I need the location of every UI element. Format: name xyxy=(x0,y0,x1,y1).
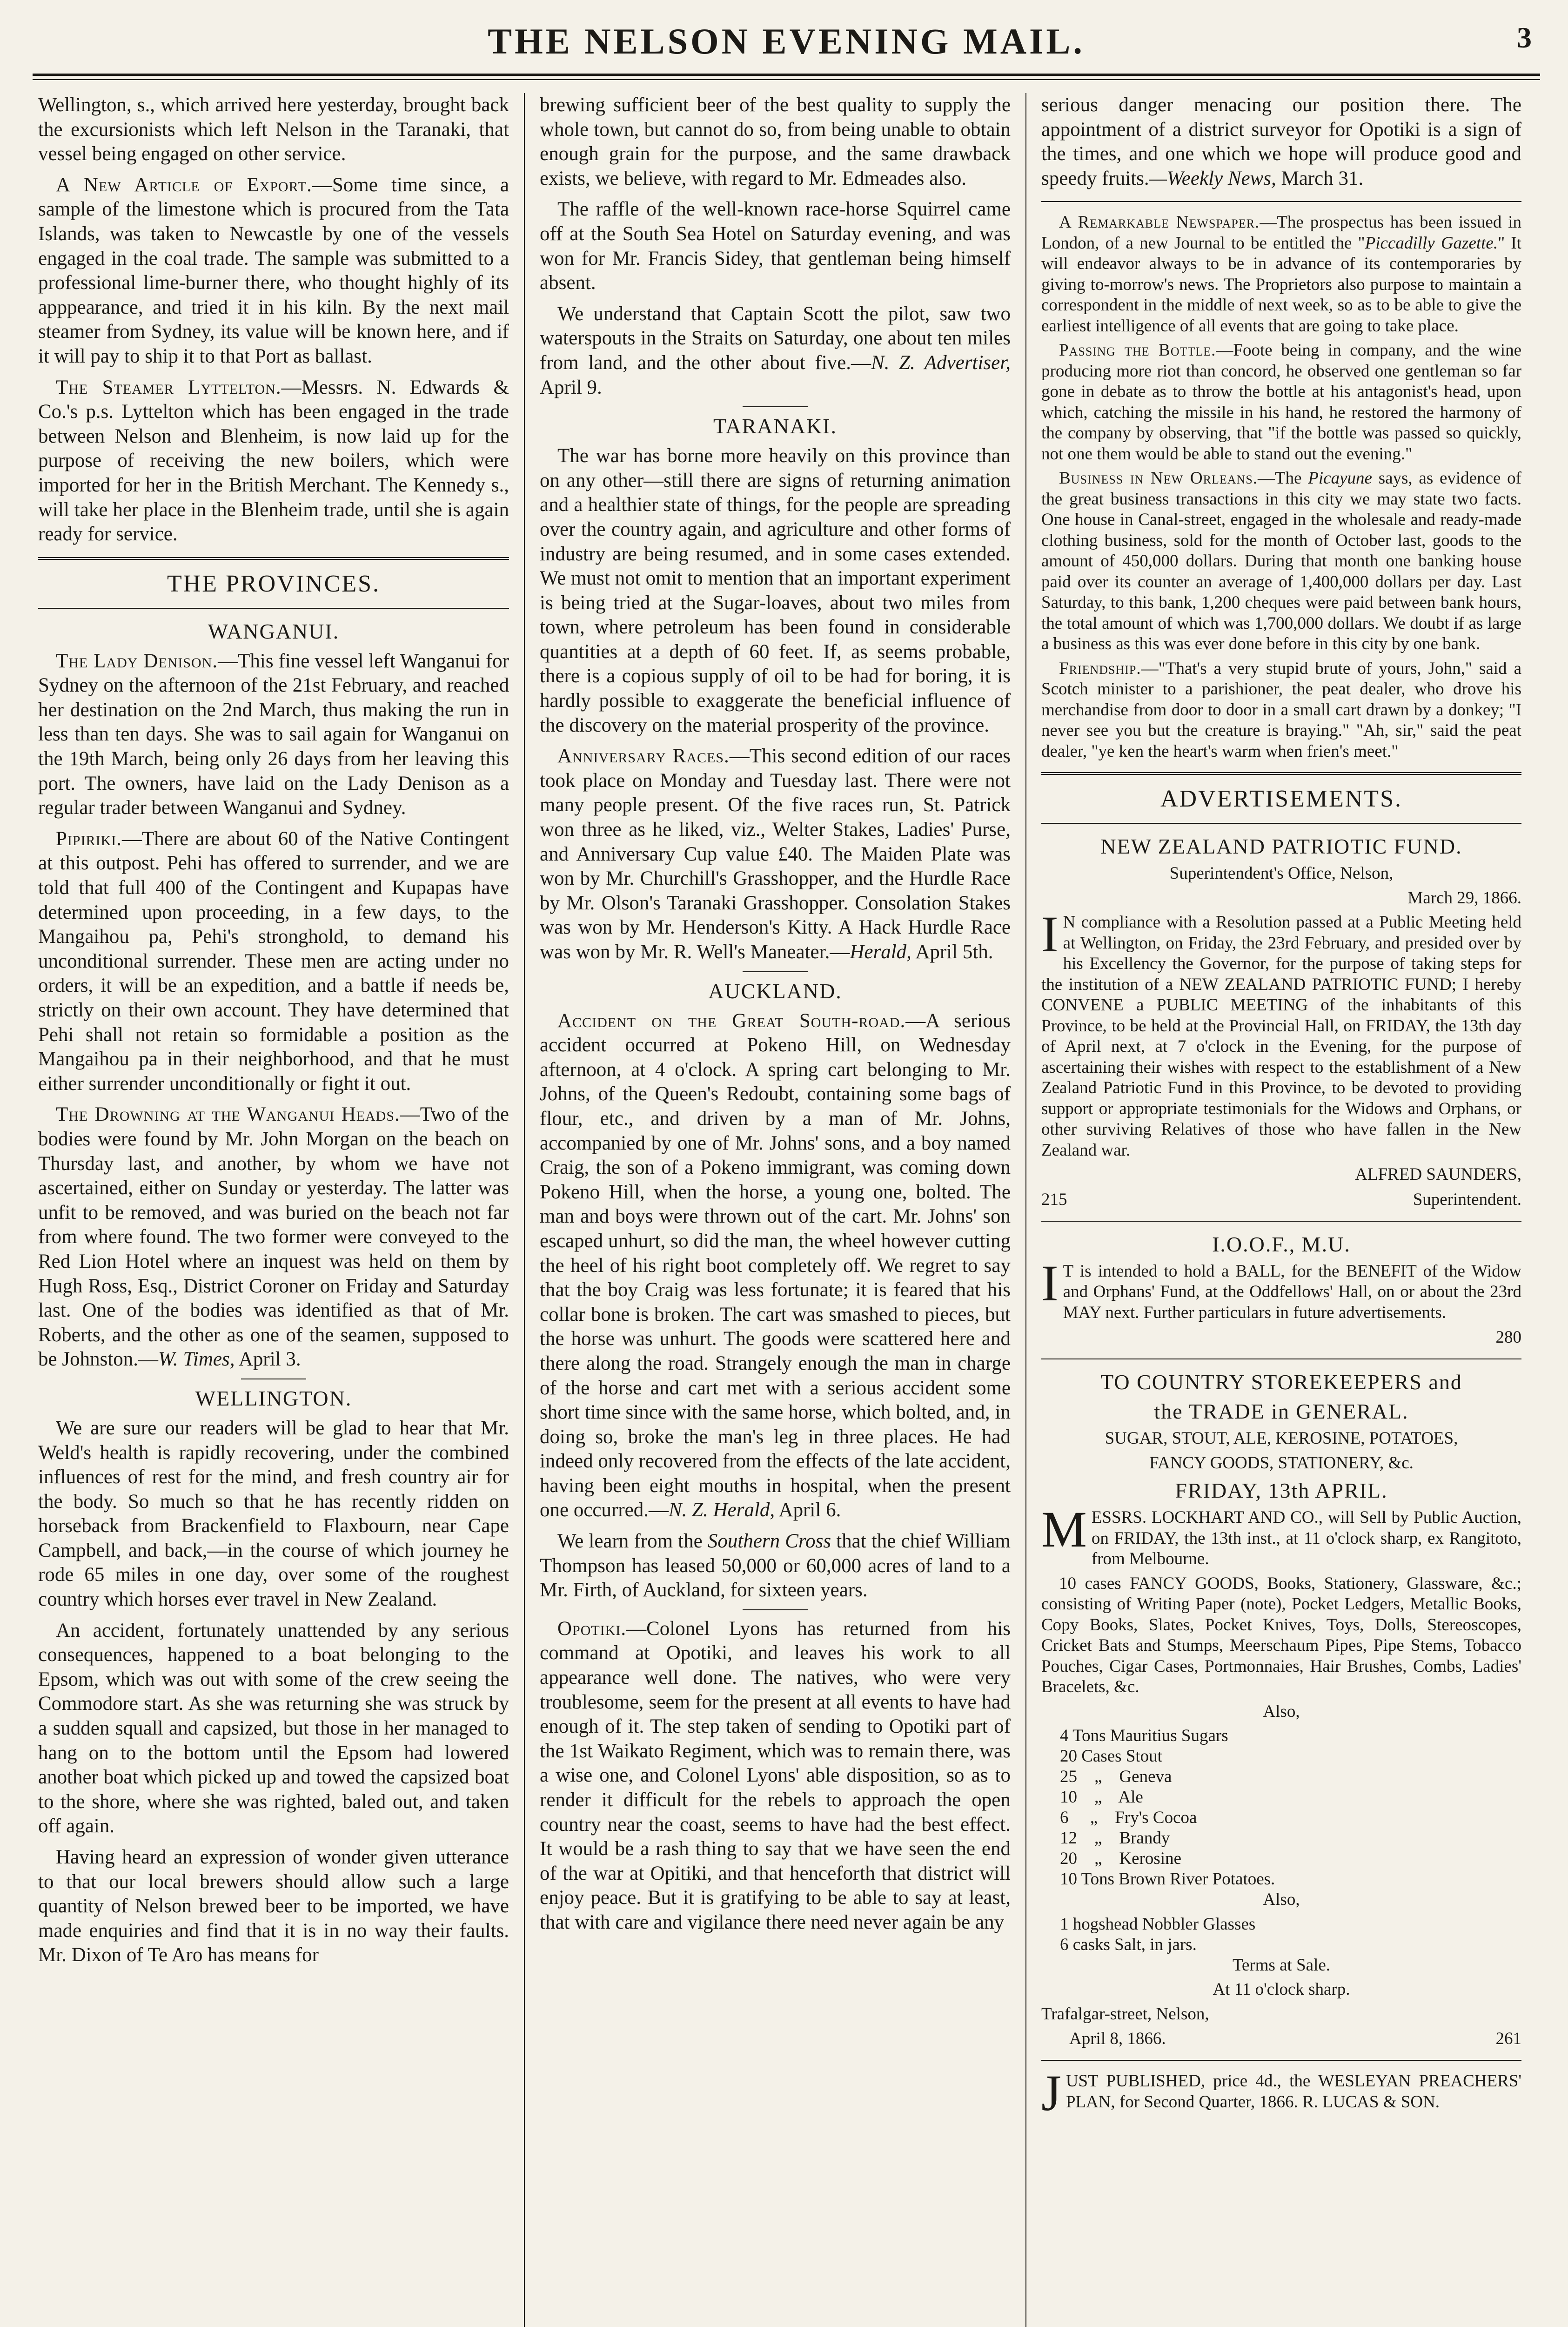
article-lead: Opotiki. xyxy=(557,1617,627,1640)
article-paragraph: Having heard an expression of wonder given utterance to that our local brewers should allow such a large quantity of Nelson brewed beer to be imported, we have made enquiries and find that it is in no way their faults. Mr. Dixon of Te Aro has means for xyxy=(38,1846,509,1966)
advertisement xyxy=(1041,1232,1521,1349)
divider xyxy=(1041,2060,1521,2061)
section-divider xyxy=(38,557,509,560)
masthead-rule-thin xyxy=(33,79,1540,80)
article-text: " It will endeavor always to be in advance of its contemporaries by giving to-morrow's news. The Proprietors also purpose to maintain a correspondent in the middle of next week, so as to be able to give the earliest intelligence of all events that are going to take place. xyxy=(1041,233,1521,336)
column-2 xyxy=(540,93,1011,2327)
ad-item: 10 „ Ale xyxy=(1060,1788,1143,1807)
ad-signer: ALFRED SAUNDERS, xyxy=(1355,1165,1521,1184)
short-items xyxy=(1041,212,1521,762)
column-rule xyxy=(524,93,525,2327)
article-text: —There are about 60 of the Native Contingent at this outpost. Pehi has offered to surrender, and we are told that full 400 of the Contingent and Kupapas have determined upon proceeding, in a few days, to the Mangaihou pa, Pehi's stronghold, to demand his unconditional surrender. These men are acting under no orders, it will be an expedition, and a battle if needs be, strictly on their own account. They have determined that Pehi shall not retain so formidable a position as the Mangaihou pa in their neighborhood, and that he must either surrender unconditionally or fight it out. xyxy=(38,827,509,1095)
ad-item-list xyxy=(1041,1726,1521,1890)
ad-item: 4 Tons Mauritius Sugars xyxy=(1060,1726,1228,1746)
ad-item: 6 casks Salt, in jars. xyxy=(1060,1935,1197,1954)
article-lead: Pipiriki. xyxy=(56,827,122,850)
article-source: —Weekly News, xyxy=(1149,167,1276,189)
ad-number: 215 xyxy=(1041,1190,1067,1209)
ad-also: Also, xyxy=(1263,1702,1300,1721)
advertisement xyxy=(1041,2065,1521,2122)
article-text: that the chief William Thompson has leased 50,000 or 60,000 acres of land to a Mr. Firth, of Auckland, for sixteen years. xyxy=(540,1530,1011,1601)
article-date: April 3. xyxy=(238,1348,301,1371)
short-item xyxy=(1041,659,1521,762)
article-lead: Accident on the Great South-road. xyxy=(557,1009,906,1032)
article-text: says, as evidence of the great business transactions in this city we may state two facts. One house in Canal-street, engaged in the wholesale and ready-made clothing business, sold for the month of October last, goods to the amount of 450,000 dollars. During that month one banking house paid over its counter an average of 1,400,000 dollars per day. Last Saturday, to this bank, 1,200 cheques were paid between bank hours, the total amount of which was 1,700,000 dollars. We doubt if as large a business as this was ever done before in this city by one bank. xyxy=(1041,469,1521,654)
column-3 xyxy=(1041,93,1521,2327)
section-heading: ADVERTISEMENTS. xyxy=(1160,786,1402,813)
ad-item: 25 „ Geneva xyxy=(1060,1767,1172,1787)
article-paragraph xyxy=(38,376,509,547)
article-paragraph xyxy=(540,744,1011,964)
short-divider xyxy=(743,406,808,407)
ad-item: 20 Cases Stout xyxy=(1060,1747,1162,1766)
article-source: Southern Cross xyxy=(707,1530,831,1553)
ad-title: the TRADE in GENERAL. xyxy=(1154,1399,1409,1424)
article-paragraph xyxy=(38,1103,509,1372)
column-rule xyxy=(1025,93,1026,2327)
article-source: W. Times, xyxy=(158,1348,235,1371)
ad-body: MESSRS. LOCKHART AND CO., will Sell by Public Auction, on FRIDAY, the 13th inst., at 11 o'clock sharp, ex Rangitoto, from Melbourne. xyxy=(1041,1501,1521,1569)
section-heading: THE PROVINCES. xyxy=(167,570,381,597)
article-lead: The Lady Denison. xyxy=(56,650,218,672)
divider xyxy=(1041,823,1521,824)
ad-date: April 8, 1866. xyxy=(1069,2029,1166,2049)
ad-time: At 11 o'clock sharp. xyxy=(1213,1980,1350,1999)
article-date: April 5th. xyxy=(915,941,993,963)
ad-cases: 10 cases FANCY GOODS, Books, Stationery, Glassware, &c.; consisting of Writing Paper (note), Pocket Ledgers, Metallic Books, Copy Books, Slates, Pocket Knives, Toys, Dolls, Stereoscopes, Cricket Bats and Stumps, Meerschaum Pipes, Pipe Stems, Tobacco Pouches, Cigar Cases, Portmonnaies, Hair Brushes, Combs, Ladies' Bracelets, &c. xyxy=(1041,1574,1521,1697)
article-lead: Business in New Orleans. xyxy=(1059,469,1258,488)
page-number: 3 xyxy=(1517,21,1532,54)
article-paragraph: We are sure our readers will be glad to hear that Mr. Weld's health is rapidly recovering, under the combined influences of rest for the mind, and fresh country air for the body. So much so that he has recently ridden on horseback from Brackenfield to Flaxbourn, near Cape Campbell, and back,—in the course of which journey he rode 65 miles in one day, over some of the roughest country which horses ever travel in New Zealand. xyxy=(38,1417,509,1611)
newspaper-title: THE NELSON EVENING MAIL. xyxy=(488,21,1085,61)
sub-heading: AUCKLAND. xyxy=(708,979,842,1003)
ad-sale-date: FRIDAY, 13th APRIL. xyxy=(1175,1479,1388,1503)
ad-role: Superintendent. xyxy=(1413,1190,1521,1209)
advertisement xyxy=(1041,1370,1521,2050)
article-lead: The Steamer Lyttelton. xyxy=(56,376,281,398)
divider xyxy=(1041,1221,1521,1222)
section-divider xyxy=(1041,772,1521,775)
article-source: Piccadilly Gazette. xyxy=(1365,233,1498,253)
article-text: —Foote being in company, and the wine producing more riot than concord, he observed one gentleman so far gone in debate as to throw the bottle at his antagonist's head, upon which, catching the missile in his hand, he restored the harmony of the company by observing, that "if the bottle was passed so quickly, not one them would be able to stand out the evening." xyxy=(1041,341,1521,464)
ad-address: Trafalgar-street, Nelson, xyxy=(1041,2004,1209,2024)
ad-office: Superintendent's Office, Nelson, xyxy=(1169,864,1394,883)
article-paragraph xyxy=(540,302,1011,400)
article-paragraph xyxy=(540,1617,1011,1935)
article-text: —A serious accident occurred at Pokeno Hill, on Wednesday afternoon, at 4 o'clock. A spring cart belonging to Mr. Johns, of the Queen's Redoubt, containing some bags of flour, etc., and driven by a man of Mr. Johns, accompanied by one of Mr. Johns' sons, and a boy named Craig, the son of a Pokeno immigrant, was coming down Pokeno Hill, when the horse, a young one, bolted. The man and boys were thrown out of the cart. Mr. Johns' son escaped unhurt, so did the man, the wheel however cutting the heel of his right boot completely off. We regret to say that the boy Craig was less fortunate; it is feared that his collar bone is broken. The cart was smashed to pieces, but the horse was unhurt. The goods were scattered here and there along the road. Strangely enough the man in charge of the horse and cart met with a serious accident some short time since with the same horse, which bolted, and, in doing so, broke the man's leg in three places. He had indeed only recovered from the effects of the late accident, having been eight mouths in hospital, when the present one occurred.— xyxy=(540,1009,1011,1521)
article-source: N. Z. Herald, xyxy=(668,1499,775,1521)
ad-footer xyxy=(1041,2028,1521,2050)
ad-number: 261 xyxy=(1495,2029,1521,2049)
article-lead: Anniversary Races. xyxy=(557,745,730,767)
ad-terms: Terms at Sale. xyxy=(1232,1955,1331,1975)
article-text: —This second edition of our races took place on Monday and Tuesday last. There were not many people present. Of the five races run, St. Patrick won three as he liked, viz., Welter Stakes, Ladies' Purse, and Anniversary Cup value £40. The Maiden Plate was won by Mr. Churchill's Grasshopper, and the Hurdle Race by Mr. Olson's Taranaki Grasshopper. Consolation Stakes was won by Mr. Henderson's Kitty. A Hack Hurdle Race was won by Mr. R. Well's Maneater.— xyxy=(540,745,1011,963)
article-paragraph: brewing sufficient beer of the best quality to supply the whole town, but cannot do so, from being unable to obtain enough grain for the purpose, and the same drawback exists, we believe, with regard to Mr. Edmeades also. xyxy=(540,94,1011,189)
ad-item-list xyxy=(1041,1914,1521,1955)
article-text: —Messrs. N. Edwards & Co.'s p.s. Lyttelton which has been engaged in the trade between Nelson and Blenheim, is now laid up for the purpose of receiving the new boilers, which were imported for her in the British Merchant. The Kennedy s., will take her place in the Blenheim trade, until she is again ready for service. xyxy=(38,376,509,545)
article-source: N. Z. Advertiser, xyxy=(871,351,1011,374)
article-lead: A Remarkable Newspaper. xyxy=(1059,213,1260,232)
short-divider xyxy=(743,971,808,972)
article-text: —Colonel Lyons has returned from his command at Opotiki, and leaves his work to all appearance well done. The natives, who were very troublesome, seem for the present at all events to have had enough of it. The step taken of sending to Opotiki part of the 1st Waikato Regiment, which was to remain there, was a wise one, and Colonel Lyons' able disposition, so as to render it difficult for the rebels to approach the open country near the coast, seems to have had the best effect. It would be a rash thing to say that we have seen the end of the war at Opitiki, and that henceforth that district will enjoy peace. But it is gratifying to be able to say at least, that with care and vigilance there need never again be any xyxy=(540,1617,1011,1933)
ad-footer xyxy=(1041,1189,1521,1211)
article-paragraph xyxy=(38,649,509,821)
article-lead: A New Article of Export. xyxy=(56,174,312,196)
short-item xyxy=(1041,468,1521,655)
article-date: April 9. xyxy=(540,376,602,398)
article-paragraph: The raffle of the well-known race-horse Squirrel came off at the South Sea Hotel on Saturday evening, and was won for Mr. Francis Sidey, that gentleman being himself absent. xyxy=(540,198,1011,294)
article-date: March 31. xyxy=(1281,167,1364,189)
article-date: April 6. xyxy=(778,1499,841,1521)
article-text: serious danger menacing our position there. The appointment of a district surveyor for Opotiki is a sign of the times, and one which we hope will produce good and speedy fruits. xyxy=(1041,94,1521,189)
article-paragraph xyxy=(540,1009,1011,1523)
sub-heading: WELLINGTON. xyxy=(195,1386,352,1410)
sub-heading: TARANAKI. xyxy=(713,414,837,438)
ad-title: NEW ZEALAND PATRIOTIC FUND. xyxy=(1100,834,1462,859)
ad-footer xyxy=(1041,1327,1521,1348)
ad-title: I.O.O.F., M.U. xyxy=(1212,1232,1351,1256)
article-text: —Two of the bodies were found by Mr. John Morgan on the beach on Thursday last, and another, by whom we have not ascertained, either on Sunday or yesterday. The latter was unfit to be removed, and was buried on the beach not far from where found. The two former were conveyed to the Red Lion Hotel where an inquest was held on them by Hugh Ross, Esq., District Coroner on Friday and Saturday last. One of the bodies was identified as that of Mr. Roberts, and the other as one of the seamen, supposed to be Johnston.— xyxy=(38,1103,509,1371)
article-text: —"That's a very stupid brute of yours, John," said a Scotch minister to a parishioner, the peat dealer, who drove his merchandise from door to door in a small cart drawn by a donkey; "I never see you but the creature is braying." "Ah, sir," said the peat dealer, "ye ken the heart's warm when frien's meet." xyxy=(1041,659,1521,761)
article-paragraph: The war has borne more heavily on this province than on any other—still there are signs of returning animation and a healthier state of things, for the people are spreading over the country again, and agriculture and other forms of industry are being resumed, and in some cases extended. We must not omit to mention that an important experiment is being tried at the Sugar-loaves, about two miles from town, where petroleum has been found in considerable quantities at a depth of 60 feet. If, as seems probable, there is a copious supply of oil to be had for boring, it is hardly possible to exaggerate the beneficial influence of the discovery on the material prosperity of the province. xyxy=(540,445,1011,736)
article-paragraph: An accident, fortunately unattended by any serious consequences, happened to a boat belonging to the Epsom, which was out with some of the crew seeing the Commodore start. As she was returning she was struck by a sudden squall and capsized, but those in her managed to hang on to the bottom until the Epsom had lowered another boat which picked up and towed the capsized boat to the shore, where she was righted, baled out, and taken off again. xyxy=(38,1619,509,1837)
ad-item: 10 Tons Brown River Potatoes. xyxy=(1060,1870,1275,1889)
article-text: —This fine vessel left Wanganui for Sydney on the afternoon of the 21st February, and reached her destination on the 2nd March, thus making the run in less than ten days. She was to sail again for Wanganui on the 19th March, being only 26 days from her leaving this port. The owners, have laid on the Lady Denison as a regular trader between Wanganui and Sydney. xyxy=(38,650,509,819)
ad-body: IN compliance with a Resolution passed at a Public Meeting held at Wellington, on Friday, the 23rd February, and presided over by his Excellency the Governor, for the purpose of taking steps for the institution of a NEW ZEALAND PATRIOTIC FUND; I hereby CONVENE a PUBLIC MEETING of the inhabitants of this Province, to be held at the Provincial Hall, on FRIDAY, the 13th day of April next, at 7 o'clock in the Evening, for the purpose of ascertaining their wishes with respect to the establishment of a New Zealand Patriotic Fund in this Province, to be devoted to providing support or appropriate testimonials for the Widows and Orphans, or other surviving Relatives of those who have fallen in the New Zealand war. xyxy=(1041,906,1521,1160)
ad-item: 6 „ Fry's Cocoa xyxy=(1060,1808,1197,1828)
column-1 xyxy=(38,93,509,2327)
article-paragraph: Wellington, s., which arrived here yesterday, brought back the excursionists which left Nelson in the Taranaki, that vessel being engaged on other service. xyxy=(38,94,509,165)
ad-item: 12 „ Brandy xyxy=(1060,1829,1170,1848)
article-source: Herald, xyxy=(850,941,911,963)
ad-number: 280 xyxy=(1495,1328,1521,1347)
short-item xyxy=(1041,340,1521,464)
short-item xyxy=(1041,212,1521,336)
article-source: Picayune xyxy=(1308,469,1372,488)
sub-heading: WANGANUI. xyxy=(208,619,340,643)
short-divider xyxy=(743,1609,808,1610)
article-paragraph xyxy=(1041,93,1521,191)
article-paragraph xyxy=(38,827,509,1096)
article-paragraph xyxy=(540,1529,1011,1603)
ad-body: IT is intended to hold a BALL, for the BENEFIT of the Widow and Orphans' Fund, at the Oddfellows' Hall, on or about the 23rd MAY next. Further particulars in future advertisements. xyxy=(1041,1254,1521,1322)
ad-subtitle: FANCY GOODS, STATIONERY, &c. xyxy=(1149,1453,1414,1473)
advertisement xyxy=(1041,834,1521,1211)
article-text: —Some time since, a sample of the limestone which is procured from the Tata Islands, was taken to Newcastle by one of the vessels engaged in the coal trade. The sample was submitted to a professional lime-burner there, who thought highly of its apppearance, and tried it in his kiln. By the next mail steamer from Sydney, its value will be known here, and if it will pay to ship it to that Port as ballast. xyxy=(38,174,509,367)
article-lead: Friendship. xyxy=(1059,659,1141,678)
ad-item: 1 hogshead Nobbler Glasses xyxy=(1060,1914,1256,1934)
article-text: —The prospectus has been issued in London, of a new Journal to be entitled the " xyxy=(1041,213,1521,253)
ad-item: 20 „ Kerosine xyxy=(1060,1849,1181,1869)
ad-also: Also, xyxy=(1263,1890,1300,1910)
divider xyxy=(38,608,509,609)
article-paragraph xyxy=(38,173,509,369)
ad-date: March 29, 1866. xyxy=(1407,888,1521,908)
article-text: —The xyxy=(1258,469,1308,488)
divider xyxy=(1041,201,1521,202)
ad-subtitle: SUGAR, STOUT, ALE, KEROSINE, POTATOES, xyxy=(1105,1429,1458,1448)
ad-title: TO COUNTRY STOREKEEPERS and xyxy=(1100,1370,1462,1394)
article-lead: The Drowning at the Wanganui Heads. xyxy=(56,1103,400,1126)
article-lead: Passing the Bottle. xyxy=(1059,341,1216,360)
masthead-rule xyxy=(33,74,1540,76)
masthead xyxy=(33,17,1540,73)
article-text: We learn from the xyxy=(557,1530,708,1553)
ad-body: JUST PUBLISHED, price 4d., the WESLEYAN PREACHERS' PLAN, for Second Quarter, 1866. R. LUCAS & SON. xyxy=(1041,2065,1521,2122)
article-text: We understand that Captain Scott the pilot, saw two waterspouts in the Straits on Saturday, one about ten miles from land, and the other about five.— xyxy=(540,303,1011,374)
